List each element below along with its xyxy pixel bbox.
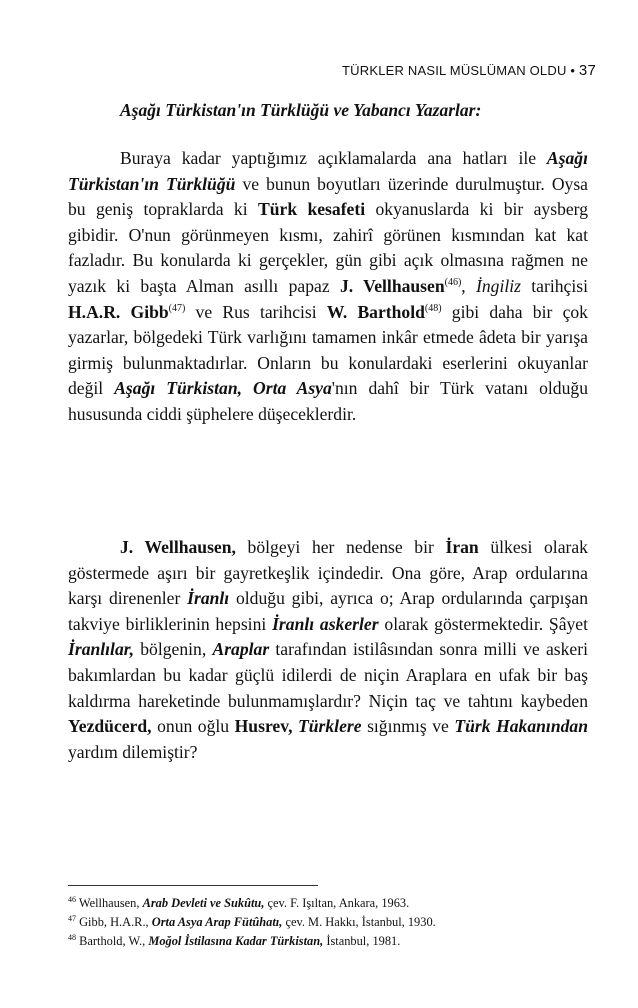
text-run: okyanuslarda ki bir aysberg gibidir. O'nun görünmeyen kısmı, zahirî görünen kısmından kat kat fazladır. Bu konularda ki gerçekler, gün gibi açık olmasına rağmen ne yazık ki başta Alman asıllı papaz [68, 199, 589, 296]
emphasis-türk-kesafeti: Türk kesafeti [257, 199, 366, 220]
footnote-48 [68, 932, 588, 951]
emphasis-türk-hakanından: Türk Hakanından [454, 716, 588, 737]
emphasis-iranlı-askerler: İranlı askerler [272, 613, 379, 634]
author-wellhausen: J. Wellhausen, [120, 537, 236, 557]
footnote-publication: çev. M. Hakkı, İstanbul, 1930. [285, 915, 436, 929]
paragraph-2 [68, 535, 588, 765]
emphasis-araplar: Araplar [212, 639, 270, 660]
text-run: tarihçisi [531, 275, 588, 296]
footnote-ref-46[interactable]: (46) [444, 277, 462, 289]
emphasis-orta-asya: Aşağı Türkistan, Orta Asya [114, 378, 332, 399]
footnote-publication: çev. F. Işıltan, Ankara, 1963. [267, 896, 410, 910]
emphasis-yezdücerd: Yezdücerd, [68, 716, 152, 737]
emphasis-iranlılar: İranlılar, [68, 639, 135, 660]
text-run: ve Rus tarihcisi [195, 301, 317, 322]
text-run: İngiliz [476, 275, 521, 296]
page-number: 37 [578, 62, 596, 79]
text-run: 'nın dahî bir Türk vatanı olduğu hususunda ciddi şüphelere düşeceklerdir. [68, 378, 588, 424]
text-run: olarak göstermektedir. Şâyet [384, 613, 588, 634]
author-gibb: H.A.R. Gibb [68, 301, 169, 322]
footnote-ref-47[interactable]: (47) [168, 302, 186, 314]
text-run: ve bunun boyutları üzerinde durulmuştur. Oysa bu geniş topraklarda ki [68, 173, 588, 220]
section-title: Aşağı Türkistan'ın Türklüğü ve Yabancı Yazarlar: [120, 100, 482, 120]
text-run: , [461, 275, 466, 296]
text-run: sığınmış ve [367, 716, 449, 737]
footnote-47 [68, 913, 588, 932]
text-run: bölgenin, [140, 639, 207, 660]
running-title: TÜRKLER NASIL MÜSLÜMAN OLDU • [342, 63, 576, 78]
text-run: Buraya kadar yaptığımız açıklamalarda ana hatları ile [120, 148, 537, 168]
footnote-number: 46 [68, 894, 76, 904]
footnote-title: Orta Asya Arap Fütûhatı, [151, 915, 283, 929]
text-run: yardım dilemiştir? [68, 741, 198, 762]
text-run: bölgeyi her nedense bir [247, 537, 434, 557]
emphasis-türklere: Türklere [298, 716, 362, 737]
emphasis-aşağı-türkistan: Aşağı Türkistan'ın Türklüğü [68, 148, 588, 194]
emphasis-iran: İran [445, 537, 479, 557]
text-run: ülkesi olarak göstermede aşırı bir gayretkeşlik içindedir. Ona göre, Arap ordularına karşı direnenler [68, 537, 588, 609]
paragraph-1 [68, 146, 588, 428]
footnote-title: Moğol İstilasına Kadar Türkistan, [148, 934, 324, 948]
footnote-46 [68, 894, 588, 913]
footnote-number: 47 [68, 913, 76, 923]
running-header [342, 62, 596, 79]
footnote-publication: İstanbul, 1981. [326, 934, 401, 948]
text-run: tarafından istilâsından sonra milli ve askeri bakımlardan bu kadar güçlü idilerdi de niçin Araplara en ufak bir baş kaldırma hareketinde bulunmamışlardır? Niçin taç ve tahtını kaybeden [68, 639, 588, 711]
author-barthold: W. Barthold [326, 301, 425, 322]
footnote-author: Gibb, H.A.R., [79, 915, 149, 929]
footnote-ref-48[interactable]: (48) [424, 302, 442, 314]
text-run: olduğu gibi, ayrıca o; Arap ordularında çarpışan takviye birliklerinin hepsini [68, 588, 588, 634]
emphasis-iranlı: İranlı [187, 588, 230, 609]
author-vellhausen: J. Vellhausen [339, 275, 445, 296]
footnote-divider [68, 885, 318, 886]
text-run: onun oğlu [157, 716, 230, 737]
footnotes [68, 894, 588, 951]
footnote-author: Barthold, W., [79, 934, 146, 948]
footnote-author: Wellhausen, [78, 896, 140, 910]
emphasis-husrev: Husrev, [234, 716, 293, 737]
footnote-title: Arab Devleti ve Sukûtu, [142, 896, 265, 910]
text-run: gibi daha bir çok yazarlar, bölgedeki Türk varlığını tamamen inkâr etmede âdeta bir yarışa girmiş bulunmaktadırlar. Onların bu konulardaki eserlerini okuyanlar değil [68, 301, 588, 399]
footnote-number: 48 [68, 932, 76, 942]
